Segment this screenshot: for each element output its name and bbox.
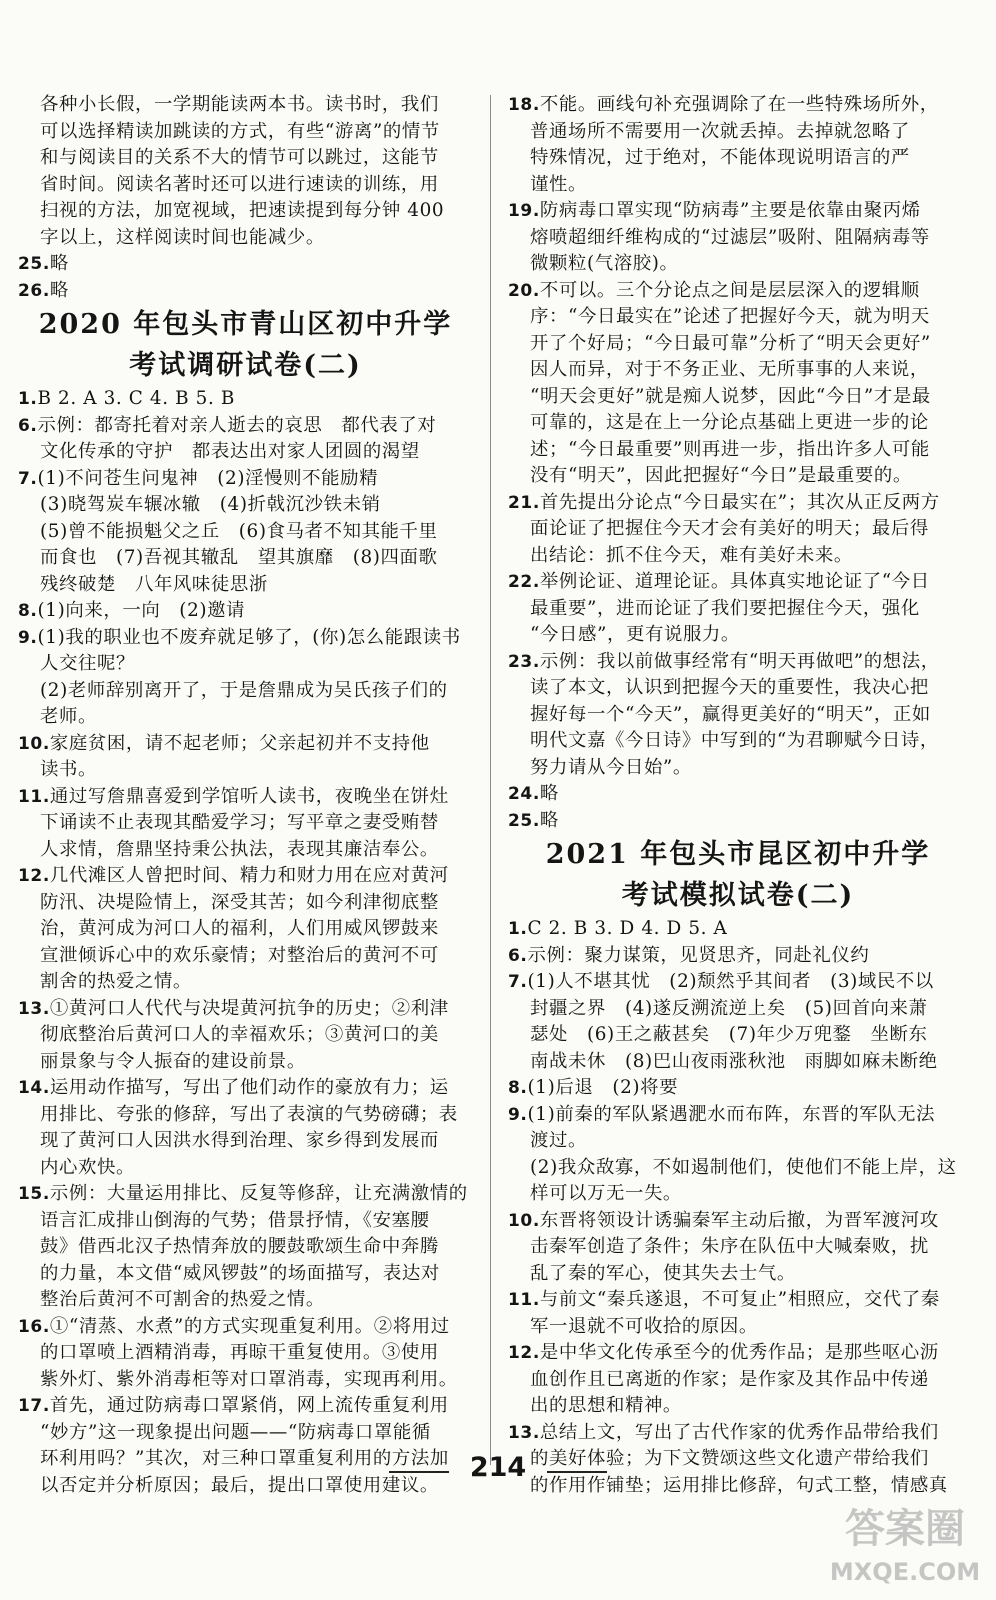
answer-item bbox=[508, 781, 968, 808]
section-title-line1: 2020 年包头市青山区初中升学 bbox=[38, 309, 453, 340]
answer-line bbox=[508, 516, 968, 543]
answer-text: 整治后黄河不可割舍的热爱之情。 bbox=[40, 1289, 325, 1310]
answer-text: 特殊情况，过于绝对，不能体现说明语言的严 bbox=[530, 147, 910, 168]
answer-item bbox=[508, 1075, 968, 1102]
answer-line bbox=[508, 384, 968, 411]
answer-line bbox=[18, 731, 473, 758]
answer-text: 示例：聚力谋策，见贤思齐，同赴礼仪约 bbox=[527, 944, 870, 966]
answer-number: 13. bbox=[508, 1422, 540, 1443]
answer-line bbox=[18, 969, 473, 996]
answer-text: “妙方”这一现象提出问题——“防病毒口罩能循 bbox=[40, 1421, 431, 1443]
answer-line bbox=[508, 622, 968, 649]
answer-text: 首先提出分论点“今日最实在”；其次从正反两方 bbox=[539, 491, 940, 513]
answer-line bbox=[18, 413, 473, 440]
answer-item bbox=[508, 649, 968, 782]
watermark-text-cn: 答案圈 bbox=[845, 1506, 965, 1552]
footer-rule-right bbox=[547, 1471, 607, 1473]
answer-text: 内心欢快。 bbox=[40, 1156, 135, 1178]
answer-text: 样可以万无一失。 bbox=[530, 1183, 682, 1204]
answer-text: 努力请从今日始”。 bbox=[530, 756, 692, 778]
answer-line bbox=[18, 1102, 473, 1129]
answer-text: 示例：我以前做事经常有“明天再做吧”的想法， bbox=[539, 650, 940, 672]
answer-text: 瑟处 (6)王之蔽甚矣 (7)年少万兜鍪 坐断东 bbox=[530, 1024, 928, 1045]
answer-text: 语言汇成排山倒海的气势；借景抒情，《安塞腰 bbox=[40, 1209, 430, 1231]
answer-line bbox=[18, 519, 473, 546]
answer-item bbox=[508, 1102, 968, 1208]
answer-line bbox=[18, 1234, 473, 1261]
answer-text: 家庭贫困，请不起老师；父亲起初并不支持他 bbox=[49, 732, 430, 754]
answer-item bbox=[508, 198, 968, 278]
answer-line bbox=[508, 1155, 968, 1182]
section-title-line2: 考试调研试卷(二) bbox=[129, 350, 362, 381]
answer-line bbox=[508, 969, 968, 996]
answer-line bbox=[508, 251, 968, 278]
answer-line bbox=[18, 572, 473, 599]
answer-item bbox=[508, 943, 968, 970]
answer-line bbox=[508, 1075, 968, 1102]
answer-text: (1)我的职业也不废弃就足够了，(你)怎么能跟读书 bbox=[37, 626, 461, 648]
answer-text: 示例：都寄托着对亲人逝去的哀思 都代表了对 bbox=[37, 414, 437, 436]
answer-line bbox=[18, 863, 473, 890]
answer-text: 人求情，詹鼎坚持秉公执法，表现其廉洁奉公。 bbox=[40, 838, 439, 860]
answer-line bbox=[18, 466, 473, 493]
answer-line bbox=[508, 1393, 968, 1420]
answer-line bbox=[508, 1340, 968, 1367]
answer-item bbox=[18, 1075, 473, 1181]
answer-item bbox=[18, 731, 473, 784]
answer-number: 23. bbox=[508, 651, 540, 672]
answer-number: 19. bbox=[508, 201, 540, 221]
page-footer bbox=[0, 1452, 996, 1483]
answer-line bbox=[508, 1314, 968, 1341]
answer-text: 防病毒口罩实现“防病毒”主要是依靠由聚丙烯 bbox=[539, 200, 921, 221]
answer-number: 6. bbox=[18, 415, 38, 436]
answer-line bbox=[18, 784, 473, 811]
answer-text: 乱了秦的军心，使其失去士气。 bbox=[530, 1262, 796, 1284]
answer-text: C 2. B 3. D 4. D 5. A bbox=[527, 918, 728, 939]
answer-text: (1)前秦的军队紧遇淝水而布阵，东晋的军队无法 bbox=[527, 1103, 936, 1125]
answer-item bbox=[18, 1393, 473, 1499]
answer-text: 的口罩喷上酒精消毒，再晾干重复使用。③使用 bbox=[40, 1342, 439, 1363]
answer-text: 出的思想和精神。 bbox=[530, 1395, 682, 1416]
answer-line bbox=[18, 651, 473, 678]
answer-line bbox=[508, 437, 968, 464]
answer-item bbox=[508, 1208, 968, 1288]
answer-number: 17. bbox=[18, 1396, 50, 1416]
answer-text: 丽景象与令人振奋的建设前景。 bbox=[40, 1050, 306, 1072]
answer-text: 可以选择精读加跳读的方式，有些“游离”的情节 bbox=[40, 120, 440, 142]
answer-line bbox=[508, 1181, 968, 1208]
answer-line bbox=[508, 1367, 968, 1394]
answer-line bbox=[508, 1022, 968, 1049]
continued-line bbox=[18, 172, 473, 199]
answer-line bbox=[18, 943, 473, 970]
answer-text: 不可以。三个分论点之间是层层深入的逻辑顺 bbox=[539, 279, 920, 301]
answer-text: “明天会更好”就是痴人说梦，因此“今日”才是最 bbox=[530, 385, 931, 407]
answer-text: 首先，通过防病毒口罩紧俏，网上流传重复利用 bbox=[49, 1395, 449, 1416]
section-title bbox=[508, 834, 968, 916]
answer-text: 治，黄河成为河口人的福利，人们用威风锣鼓来 bbox=[40, 918, 439, 939]
answer-text: 最重要”，进而论证了我们要把握住今天，强化 bbox=[530, 597, 920, 619]
answer-line bbox=[508, 278, 968, 305]
answer-text: 彻底整治后黄河口人的幸福欢乐；③黄河口的美 bbox=[40, 1024, 439, 1045]
answer-text: (1)人不堪其忧 (2)颓然乎其间者 (3)域民不以 bbox=[527, 971, 934, 992]
answer-number: 1. bbox=[18, 389, 38, 409]
answer-number: 7. bbox=[18, 468, 38, 489]
answer-text: 是中华文化传承至今的优秀作品；是那些呕心沥 bbox=[539, 1342, 939, 1363]
answer-line bbox=[508, 1420, 968, 1447]
answer-number: 25. bbox=[508, 810, 540, 831]
answer-text: 与前文“秦兵遂退，不可复止”相照应，交代了秦 bbox=[539, 1289, 940, 1310]
answer-number: 12. bbox=[18, 866, 50, 886]
watermark-text-en: MXQE.COM bbox=[830, 1558, 980, 1586]
answer-item bbox=[18, 251, 473, 278]
answer-text: 渡过。 bbox=[530, 1130, 587, 1151]
answer-text: “今日感”，更有说服力。 bbox=[530, 624, 740, 645]
answer-text: 没有“明天”，因此把握好“今日”是最重要的。 bbox=[530, 465, 912, 486]
answer-line bbox=[18, 1393, 473, 1420]
answer-line bbox=[18, 996, 473, 1023]
answer-line bbox=[508, 755, 968, 782]
answer-text: 可靠的，这是在上一分论点基础上更进一步的论 bbox=[530, 412, 929, 433]
answer-item bbox=[508, 1287, 968, 1340]
continued-line bbox=[18, 225, 473, 252]
continued-line bbox=[18, 92, 473, 119]
answer-text: 开了个好局；“今日最可靠”分析了“明天会更好” bbox=[530, 332, 931, 354]
answer-item bbox=[18, 863, 473, 996]
answer-text: 而食也 (7)吾视其辙乱 望其旗靡 (8)四面歌 bbox=[40, 547, 438, 568]
answer-text: 几代滩区人曾把时间、精力和财力用在应对黄河 bbox=[49, 865, 449, 886]
answer-text: 紫外灯、紫外消毒柜等对口罩消毒，实现再利用。 bbox=[40, 1368, 458, 1390]
answer-text: 熔喷超细纤维构成的“过滤层”吸附、阻隔病毒等 bbox=[530, 226, 930, 248]
answer-text: 通过写詹鼎喜爱到学馆听人读书，夜晚坐在饼灶 bbox=[49, 785, 449, 807]
answer-text: 不能。画线句补充强调除了在一些特殊场所外， bbox=[539, 94, 939, 115]
answer-text: 残终破楚 八年风味徒思浙 bbox=[40, 573, 268, 595]
answer-item bbox=[18, 1314, 473, 1394]
answer-line bbox=[508, 808, 968, 835]
answer-line bbox=[18, 1208, 473, 1235]
answer-text: 用排比、夸张的修辞，写出了表演的气势磅礴；表 bbox=[40, 1103, 458, 1125]
answer-item bbox=[18, 278, 473, 305]
answer-text: 军一退就不可收拾的原因。 bbox=[530, 1315, 758, 1337]
answer-line bbox=[18, 1155, 473, 1182]
choice-answers bbox=[508, 916, 968, 943]
answer-line bbox=[508, 463, 968, 490]
answer-text: 略 bbox=[539, 783, 559, 804]
answer-line bbox=[508, 596, 968, 623]
answer-line bbox=[18, 1181, 473, 1208]
answer-number: 20. bbox=[508, 280, 540, 301]
answer-text: 和与阅读目的关系不大的情节可以跳过，这能节 bbox=[40, 147, 439, 168]
answer-line bbox=[18, 1340, 473, 1367]
page-number: 214 bbox=[469, 1452, 527, 1483]
answer-item bbox=[18, 413, 473, 466]
answer-text: 谨性。 bbox=[530, 173, 587, 195]
answer-item bbox=[18, 1181, 473, 1314]
answer-number: 13. bbox=[18, 998, 50, 1019]
answer-line bbox=[508, 1261, 968, 1288]
answer-text: (3)晓驾炭车辗冰辙 (4)折戟沉沙铁未销 bbox=[40, 494, 381, 515]
answer-line bbox=[508, 119, 968, 146]
answer-line bbox=[18, 1261, 473, 1288]
answer-line bbox=[18, 1314, 473, 1341]
answer-text: (2)我众敌寡，不如遏制他们，使他们不能上岸，这 bbox=[530, 1156, 957, 1178]
continued-line bbox=[18, 198, 473, 225]
answer-number: 7. bbox=[508, 972, 528, 992]
answer-line bbox=[508, 225, 968, 252]
answer-line bbox=[18, 1287, 473, 1314]
answer-line bbox=[508, 490, 968, 517]
answer-text: (5)曾不能损魁父之丘 (6)食马者不知其能千里 bbox=[40, 520, 438, 542]
answer-number: 12. bbox=[508, 1343, 540, 1363]
answer-text: 读书。 bbox=[40, 759, 97, 780]
answer-line bbox=[508, 1208, 968, 1235]
answer-text: 各种小长假，一学期能读两本书。读书时，我们 bbox=[40, 94, 439, 115]
answer-text: 略 bbox=[49, 279, 69, 301]
answer-line bbox=[18, 890, 473, 917]
answer-text: 明代文嘉《今日诗》中写到的“为君聊赋今日诗， bbox=[530, 730, 939, 751]
answer-text: (1)后退 (2)将要 bbox=[527, 1077, 679, 1098]
answer-item bbox=[18, 625, 473, 731]
answer-item bbox=[508, 569, 968, 649]
answer-text: 南战未休 (8)巴山夜雨涨秋池 雨脚如麻未断绝 bbox=[530, 1050, 938, 1072]
answer-line bbox=[18, 678, 473, 705]
answer-line bbox=[18, 1049, 473, 1076]
continued-line bbox=[18, 119, 473, 146]
answer-number: 15. bbox=[18, 1184, 50, 1204]
answer-line bbox=[508, 702, 968, 729]
answer-text: 文化传承的守护 都表达出对家人团圆的渴望 bbox=[40, 441, 420, 462]
answer-line bbox=[508, 1234, 968, 1261]
answer-item bbox=[18, 996, 473, 1076]
answer-line bbox=[508, 331, 968, 358]
answer-text: ①黄河口人代代与决堤黄河抗争的历史；②利津 bbox=[49, 997, 449, 1019]
answer-item bbox=[18, 598, 473, 625]
answer-line bbox=[508, 304, 968, 331]
answer-line bbox=[18, 625, 473, 652]
answer-text: 序：“今日最实在”论述了把握好今天，就为明天 bbox=[530, 306, 930, 327]
choice-answers bbox=[18, 386, 473, 413]
footer-rule-left bbox=[389, 1471, 449, 1473]
answer-line bbox=[18, 1075, 473, 1102]
answer-number: 26. bbox=[18, 280, 50, 301]
answer-number: 6. bbox=[508, 945, 528, 966]
answer-text: ①“清蒸、水煮”的方式实现重复利用。②将用过 bbox=[49, 1315, 450, 1337]
answer-text: 省时间。阅读名著时还可以进行速读的训练，用 bbox=[40, 173, 439, 195]
answer-number: 10. bbox=[508, 1210, 540, 1231]
answer-line bbox=[18, 1420, 473, 1447]
answer-text: 宣泄倾诉心中的欢乐豪情；对整治后的黄河不可 bbox=[40, 944, 439, 966]
column-divider bbox=[490, 95, 491, 1465]
answer-text: 下诵读不止表现其酷爱学习；写平章之妻受贿替 bbox=[40, 812, 439, 833]
answer-text: 述；“今日最重要”则再进一步，指出许多人可能 bbox=[530, 438, 930, 460]
answer-number: 22. bbox=[508, 572, 540, 592]
answer-line bbox=[508, 172, 968, 199]
answer-line bbox=[18, 704, 473, 731]
answer-text: 运用动作描写，写出了他们动作的豪放有力；运 bbox=[49, 1077, 449, 1098]
answer-item bbox=[508, 808, 968, 835]
answer-line bbox=[18, 1367, 473, 1394]
answer-line bbox=[508, 675, 968, 702]
answer-line bbox=[508, 996, 968, 1023]
answer-line bbox=[18, 545, 473, 572]
answer-number: 1. bbox=[508, 919, 528, 939]
answer-item bbox=[508, 490, 968, 570]
answer-number: 14. bbox=[18, 1078, 50, 1098]
answer-text: 击秦军创造了条件；朱序在队伍中大喊秦败，扰 bbox=[530, 1236, 929, 1257]
answer-number: 9. bbox=[18, 627, 38, 648]
answer-line bbox=[18, 757, 473, 784]
answer-line bbox=[18, 810, 473, 837]
answer-item bbox=[508, 1340, 968, 1420]
answer-text: 的作用作铺垫；运用排比修辞，句式工整，情感真 bbox=[530, 1474, 948, 1496]
answer-text: 举例论证、道理论证。具体真实地论证了“今日 bbox=[539, 571, 930, 592]
answer-item bbox=[508, 92, 968, 198]
answer-line bbox=[508, 1049, 968, 1076]
answer-text: 封疆之界 (4)遂反溯流逆上矣 (5)回首向来萧 bbox=[530, 997, 928, 1019]
answer-item bbox=[508, 278, 968, 490]
answer-line bbox=[508, 543, 968, 570]
answer-text: 老师。 bbox=[40, 706, 97, 727]
answer-line bbox=[508, 569, 968, 596]
answer-line bbox=[508, 649, 968, 676]
answer-text: 微颗粒(气溶胶)。 bbox=[530, 253, 679, 274]
answer-text: 字以上，这样阅读时间也能减少。 bbox=[40, 226, 325, 248]
answer-line bbox=[18, 439, 473, 466]
answer-text: 略 bbox=[49, 253, 69, 274]
right-column bbox=[508, 92, 968, 1499]
answer-line bbox=[18, 492, 473, 519]
section-title bbox=[18, 304, 473, 386]
answer-text: 的美好体验；为下文赞颂这些文化遗产带给我们 bbox=[530, 1448, 929, 1469]
answer-line bbox=[508, 357, 968, 384]
answer-text: 握好每一个“今天”，赢得更美好的“明天”，正如 bbox=[530, 703, 931, 725]
answer-text: 读了本文，认识到把握今天的重要性，我决心把 bbox=[530, 677, 929, 698]
answer-number: 8. bbox=[508, 1078, 528, 1098]
answer-line bbox=[508, 92, 968, 119]
answer-number: 24. bbox=[508, 784, 540, 804]
continued-line bbox=[18, 145, 473, 172]
answer-text: 环利用吗？”其次，对三种口罩重复利用的方法加 bbox=[40, 1448, 449, 1469]
answer-number: 18. bbox=[508, 95, 540, 115]
answer-text: 的力量，本文借“威风锣鼓”的场面描写，表达对 bbox=[40, 1262, 440, 1284]
answer-line bbox=[18, 598, 473, 625]
answer-text: 面论证了把握住今天才会有美好的明天；最后得 bbox=[530, 518, 929, 539]
section-title-line2: 考试模拟试卷(二) bbox=[621, 880, 855, 911]
answer-text: 鼓》借西北汉子热情奔放的腰鼓歌颂生命中奔腾 bbox=[40, 1236, 439, 1257]
answer-line bbox=[508, 410, 968, 437]
answer-line bbox=[18, 916, 473, 943]
answer-text: B 2. A 3. C 4. B 5. B bbox=[37, 388, 235, 409]
answer-number: 10. bbox=[18, 733, 50, 754]
answer-number: 11. bbox=[18, 786, 50, 807]
watermark-logo bbox=[830, 1484, 980, 1592]
answer-number: 16. bbox=[18, 1316, 50, 1337]
answer-text: (1)不问苍生问鬼神 (2)淫慢则不能励精 bbox=[37, 467, 379, 489]
answer-text: (1)向来，一向 (2)邀请 bbox=[37, 600, 246, 621]
answer-text: 示例：大量运用排比、反复等修辞，让充满激情的 bbox=[49, 1183, 468, 1204]
answer-item bbox=[18, 784, 473, 864]
answer-line bbox=[508, 728, 968, 755]
answer-text: 总结上文，写出了古代作家的优秀作品带给我们 bbox=[539, 1421, 939, 1443]
answer-number: 21. bbox=[508, 492, 540, 513]
answer-text: 因人而异，对于不务正业、无所事事的人来说， bbox=[530, 359, 929, 380]
answer-number: 9. bbox=[508, 1104, 528, 1125]
answer-number: 11. bbox=[508, 1290, 540, 1310]
answer-line bbox=[508, 1102, 968, 1129]
answer-text: 略 bbox=[539, 809, 559, 831]
answer-text: 血创作且已离逝的作家；是作家及其作品中传递 bbox=[530, 1368, 929, 1390]
answer-text: 现了黄河口人因洪水得到治理、家乡得到发展而 bbox=[40, 1130, 439, 1151]
answer-number: 25. bbox=[18, 254, 50, 274]
answer-line bbox=[508, 1287, 968, 1314]
answer-item bbox=[508, 969, 968, 1075]
section-title-line1: 2021 年包头市昆区初中升学 bbox=[545, 839, 931, 870]
answer-line bbox=[508, 1128, 968, 1155]
answer-text: 割舍的热爱之情。 bbox=[40, 971, 192, 992]
answer-line bbox=[508, 943, 968, 970]
answer-line bbox=[18, 1128, 473, 1155]
answer-item bbox=[18, 466, 473, 599]
answer-text: 普通场所不需要用一次就丢掉。去掉就忽略了 bbox=[530, 120, 910, 142]
left-column bbox=[18, 92, 473, 1499]
answer-line bbox=[508, 145, 968, 172]
answer-number: 8. bbox=[18, 601, 38, 621]
answer-text: 防汛、决堤险情上，深受其苦；如今利津彻底整 bbox=[40, 891, 439, 913]
answer-text: 出结论：抓不住今天，难有美好未来。 bbox=[530, 544, 853, 566]
answer-text: 以否定并分析原因；最后，提出口罩使用建议。 bbox=[40, 1474, 439, 1496]
answer-line bbox=[18, 837, 473, 864]
answer-text: 东晋将领设计诱骗秦军主动后撤，为晋军渡河攻 bbox=[539, 1209, 939, 1231]
answer-text: 人交往呢？ bbox=[40, 653, 135, 674]
answer-line bbox=[508, 198, 968, 225]
answer-line bbox=[508, 781, 968, 808]
answer-line bbox=[18, 1022, 473, 1049]
answer-text: (2)老师辞别离开了，于是詹鼎成为吴氏孩子们的 bbox=[40, 679, 448, 701]
answer-text: 扫视的方法，加宽视域，把速读提到每分钟 400 bbox=[40, 200, 445, 221]
